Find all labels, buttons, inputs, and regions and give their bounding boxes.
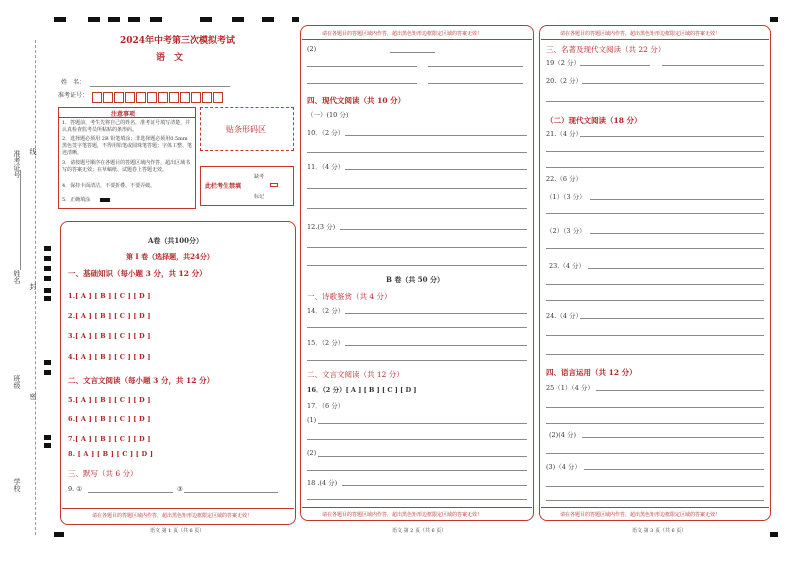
q14-line[interactable] [345, 313, 527, 314]
notes-item-5: 5．正确填涂 [62, 197, 91, 203]
q19-line[interactable] [662, 65, 764, 66]
q25-line[interactable] [546, 423, 764, 424]
q7-options[interactable]: 7.[ A ] [ B ] [ C ] [ D ] [68, 435, 151, 443]
q6-options[interactable]: 6.[ A ] [ B ] [ C ] [ D ] [68, 415, 151, 423]
ticket-number-cells[interactable] [92, 88, 224, 107]
q21-line[interactable] [580, 136, 764, 137]
timing-mark [44, 443, 51, 448]
q3-options[interactable]: 3.[ A ] [ B ] [ C ] [ D ] [68, 332, 151, 340]
side-name-label: 姓名 [13, 270, 21, 284]
absent-mark-2: 标记 [254, 194, 265, 200]
panel-3-bottom-divider [541, 507, 769, 508]
section-b1-title: 一、诗歌鉴赏（共 4 分） [307, 292, 392, 301]
section-4-title: 四、现代文阅读（共 10 分） [307, 96, 406, 105]
panel-3-boundary-note-bottom: 请在各题目的答题区域内作答，超出黑色矩形边框限定区域的答案无效！ [560, 512, 721, 518]
q9-answer-line-b[interactable] [184, 492, 278, 493]
panel-2-boundary-note-bottom: 请在各题目的答题区域内作答，超出黑色矩形边框限定区域的答案无效！ [322, 512, 483, 518]
fill-sample-icon [100, 198, 110, 202]
exam-subject: 语 文 [156, 53, 184, 63]
timing-mark [88, 17, 100, 22]
q17-line[interactable] [307, 470, 527, 471]
q14-label: 14．（2 分） [307, 307, 345, 315]
q18-line[interactable] [342, 485, 527, 486]
col3-section-4-title: 四、语言运用（共 12 分） [546, 368, 637, 377]
q-part-2-label: (2) [307, 45, 317, 53]
q21-line[interactable] [546, 167, 764, 168]
ticket-label: 准考证号： [58, 92, 89, 99]
panel-1-divider [62, 508, 294, 509]
q25-line[interactable] [546, 486, 764, 487]
q25-part3-label: (3)（4 分） [546, 463, 581, 471]
q10-line[interactable] [345, 135, 527, 136]
q19-line[interactable] [580, 65, 650, 66]
q24-label: 24.（4 分） [546, 312, 583, 320]
exam-title: 2024年中考第三次模拟考试 [120, 36, 236, 46]
side-class-label: 班级 [13, 375, 21, 389]
q25-line[interactable] [546, 500, 764, 501]
timing-mark [262, 17, 274, 22]
q16-options[interactable]: 16．（2 分）[ A ] [ B ] [ C ] [ D ] [307, 386, 417, 394]
volume-b-title: B 卷（共 50 分） [386, 275, 444, 284]
answer-line[interactable] [428, 66, 523, 67]
timing-mark [108, 17, 120, 22]
timing-mark [770, 532, 778, 537]
q25-line[interactable] [596, 390, 764, 391]
absent-checkbox[interactable] [270, 183, 278, 187]
timing-mark [44, 435, 51, 440]
q17-line[interactable] [318, 456, 527, 457]
q12-line[interactable] [340, 229, 527, 230]
timing-mark [232, 17, 244, 22]
notes-item-4: 4．保持卡面清洁，不要折叠、不要弄破。 [62, 183, 156, 189]
answer-line[interactable] [307, 83, 417, 84]
timing-mark [54, 532, 64, 537]
q22-line[interactable] [590, 199, 764, 200]
q10-label: 10．（2 分） [307, 129, 345, 137]
section-b2-title: 二、文言文阅读（共 12 分） [307, 370, 404, 379]
q22-part1-label: （1）（3 分） [546, 193, 586, 201]
timing-mark [200, 17, 212, 22]
q20-line[interactable] [546, 101, 764, 102]
side-secret-mark: 密 [29, 393, 37, 400]
q12-label: 12.(3 分) [307, 223, 336, 231]
notes-item-1: 1．答题前，考生先将自己的姓名，准考证号填写清楚，并认真检查监考员所粘贴的条形码。 [62, 120, 191, 133]
panel-3-boundary-note-top: 请在各题目的答题区域内作答，超出黑色矩形边框限定区域的答案无效！ [560, 31, 721, 37]
q17-part1-label: (1) [307, 416, 317, 424]
q12-line[interactable] [307, 247, 527, 248]
volume-a-title: A卷（共100分） [148, 236, 204, 245]
timing-mark [44, 296, 51, 301]
q5-options[interactable]: 5.[ A ] [ B ] [ C ] [ D ] [68, 396, 151, 404]
timing-mark [150, 17, 162, 22]
q24-line[interactable] [546, 354, 764, 355]
q15-line[interactable] [307, 360, 527, 361]
q22-label: 22.（6 分） [546, 175, 583, 183]
answer-line[interactable] [307, 66, 417, 67]
section-1-title: 一、基础知识（每小题 3 分，共 12 分） [68, 269, 207, 278]
q15-line[interactable] [345, 345, 527, 346]
side-seal-mark: 封 [29, 283, 37, 290]
name-label: 姓 名： [61, 79, 86, 86]
q21-label: 21.（4 分） [546, 130, 583, 138]
q11-label: 11．（4 分） [307, 163, 345, 171]
q25-part2-label: (2)(4 分) [549, 431, 576, 439]
q19-label: 19（2 分） [546, 59, 580, 67]
q22-line[interactable] [546, 213, 764, 214]
q23-line[interactable] [546, 300, 764, 301]
panel-2-top-divider [302, 39, 532, 40]
q21-line[interactable] [546, 151, 764, 152]
q9-answer-line-a[interactable] [88, 492, 173, 493]
q11-line[interactable] [345, 169, 527, 170]
panel-2-boundary-note-top: 请在各题目的答题区域内作答，超出黑色矩形边框限定区域的答案无效！ [322, 31, 483, 37]
timing-mark [128, 17, 140, 22]
side-ticket-label: 准考证号 [13, 150, 21, 178]
q20-label: 20.（2 分） [546, 77, 583, 85]
q14-line[interactable] [307, 327, 527, 328]
section-2-title: 二、文言文阅读（每小题 3 分，共 12 分） [68, 376, 215, 385]
q25-line[interactable] [546, 407, 764, 408]
q11-line[interactable] [307, 188, 527, 189]
q22-line[interactable] [546, 248, 764, 249]
notes-item-3: 3．请按题号顺序在各题目的答题区域内作答，超出区域书写的答案无效；在草稿纸、试题卷上答题无效。 [62, 160, 191, 173]
timing-mark [44, 360, 51, 365]
q20-line[interactable] [582, 83, 764, 84]
page-1-footer: 语文 第 1 页（共 6 页） [150, 528, 205, 534]
side-fill-line [20, 170, 21, 270]
answer-panel-3 [539, 25, 771, 521]
col3-section-3b-title: （二）现代文阅读（18 分） [546, 116, 642, 125]
q2-options[interactable]: 2.[ A ] [ B ] [ C ] [ D ] [68, 312, 151, 320]
answer-panel-1 [60, 221, 296, 525]
timing-mark [292, 17, 299, 22]
timing-mark [44, 276, 51, 281]
timing-mark [44, 288, 51, 293]
col3-section-3-title: 三、名著及现代文阅读（共 22 分） [546, 45, 666, 54]
timing-mark [44, 266, 51, 271]
q25-line[interactable] [582, 437, 764, 438]
q10-line[interactable] [307, 152, 527, 153]
timing-mark [44, 370, 51, 375]
q17-part2-label: (2) [307, 449, 317, 457]
q4-options[interactable]: 4.[ A ] [ B ] [ C ] [ D ] [68, 353, 151, 361]
q25-line[interactable] [546, 453, 764, 454]
q25-label: 25（1）（4 分） [546, 384, 594, 392]
q23-line[interactable] [588, 268, 764, 269]
q22-line[interactable] [590, 233, 764, 234]
q17-label: 17．（6 分） [307, 402, 345, 410]
page-3-footer: 语文 第 3 页（共 6 页） [632, 528, 687, 534]
q22-part2-label: （2）（3 分） [546, 227, 586, 235]
q11-line[interactable] [307, 208, 527, 209]
answer-line[interactable] [428, 83, 523, 84]
q9-label-a: 9. ① [68, 485, 83, 493]
q18-line[interactable] [307, 499, 527, 500]
timing-mark [54, 17, 66, 22]
q17-line[interactable] [307, 439, 527, 440]
panel-2-bottom-divider [302, 507, 532, 508]
q24-line[interactable] [546, 335, 764, 336]
absent-mark-1: 缺考 [254, 174, 265, 180]
barcode-label: 贴条形码区 [226, 125, 266, 134]
side-line-mark: 线 [29, 148, 37, 155]
q18-label: 18 .(4 分) [307, 479, 338, 487]
q1-options[interactable]: 1.[ A ] [ B ] [ C ] [ D ] [68, 292, 151, 300]
panel-3-top-divider [541, 39, 769, 40]
page-2-footer: 语文 第 2 页（共 6 页） [392, 528, 447, 534]
notes-title: 注意事项 [111, 111, 136, 118]
section-3-title: 三、默写（共 6 分） [68, 469, 138, 478]
panel-1-boundary-note: 请在各题目的答题区域内作答，超出黑色矩形边框限定区域的答案无效！ [92, 513, 253, 519]
q24-line[interactable] [580, 318, 764, 319]
q25-line[interactable] [584, 469, 764, 470]
q12-line[interactable] [307, 265, 527, 266]
absent-label: 此栏考生禁填 [205, 183, 242, 190]
q8-options[interactable]: 8. [ A ] [ B ] [ C ] [ D ] [68, 450, 154, 458]
timing-mark [44, 256, 51, 261]
q9-label-b: ③ [177, 485, 183, 493]
part-1-title: 第 I 卷（选择题，共24分） [126, 252, 214, 261]
section-4a-label: （一）(10 分) [307, 111, 349, 119]
timing-mark [44, 246, 51, 251]
side-school-label: 学校 [13, 478, 21, 492]
q23-line[interactable] [546, 284, 764, 285]
timing-mark [770, 17, 778, 22]
q15-label: 15．（2 分） [307, 339, 345, 347]
answer-line[interactable] [390, 52, 435, 53]
name-field[interactable] [90, 86, 230, 87]
q17-line[interactable] [318, 423, 527, 424]
q23-label: 23.（4 分） [549, 262, 586, 270]
notes-item-2: 2．选择题必须用 2B 铅笔填涂；非选择题必须用0.5mm 黑色签字笔答题，不得用铅笔或圆珠笔答题；字体工整、笔迹清晰。 [62, 136, 193, 156]
